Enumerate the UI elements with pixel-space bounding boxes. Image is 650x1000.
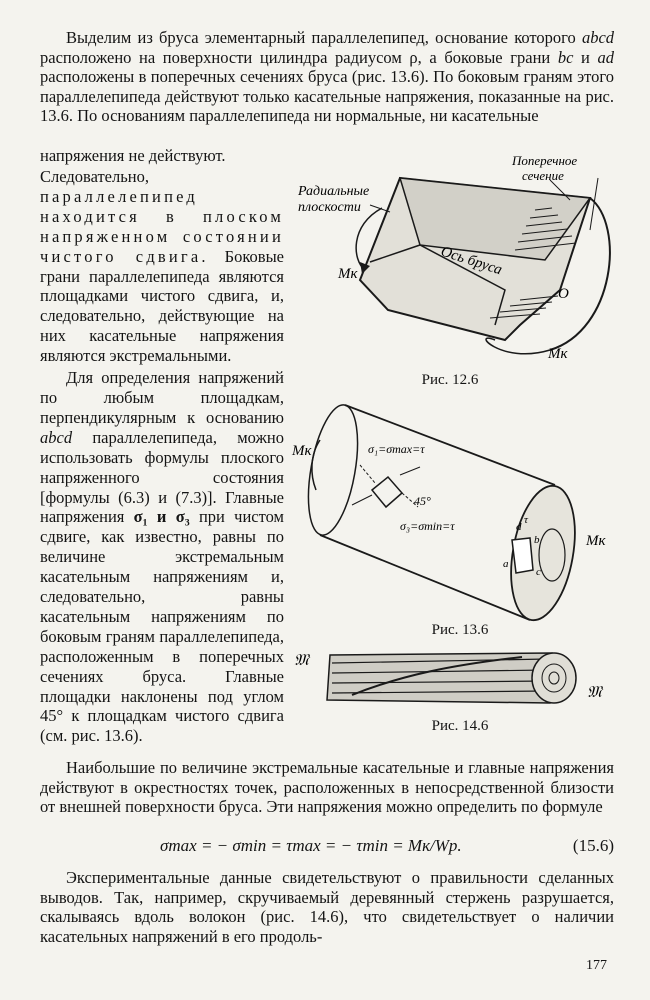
label-section-1: Поперечное (512, 153, 578, 168)
figure-14-6 (292, 645, 610, 710)
label-mk-2: Mк (548, 346, 568, 362)
caption-14-6: Рис. 14.6 (431, 718, 489, 734)
bottom-paragraph-2: Экспериментальные данные свидетельствуют о правильности сделанных выводов. Так, например, скручиваемый деревянный стержень разрушается, скалываясь вдоль волокон (рис. 14.6), что свидетельствует о наличии касательных напряжений в его продоль- (40, 868, 614, 946)
figure-12-6 (290, 150, 620, 370)
label-section-2: сечение (522, 168, 564, 183)
element-abcd (512, 538, 533, 573)
label-sigma1: σ₁=σmax=τ (368, 442, 425, 456)
label-m-left: 𝔐 (294, 652, 309, 669)
principal-element (372, 477, 402, 507)
paragraph-intro: Выделим из бруса элементарный параллелепипед, основание которого abcd расположено на поверхности цилиндра радиусом ρ, а боковые грани bc и ad расположены в поперечных сечениях бруса (рис. 13.6). По боковым граням этого параллелепипеда действуют только касательные напряжения, показанные на рис. 13.6. По основаниям параллелепипеда ни нормальные, ни касательные (40, 28, 615, 126)
label-tau: τ (524, 514, 528, 526)
formula-15-6 (40, 836, 614, 862)
page-number: 177 (586, 958, 607, 973)
label-o: O (558, 286, 569, 302)
label-mk: Mк (338, 266, 358, 282)
formula-number: (15.6) (572, 836, 614, 855)
top-paragraph (40, 28, 614, 126)
rod-end (532, 653, 576, 703)
formula-text: σmax = − σmin = τmax = − τmin = Mк/Wp. (160, 836, 462, 855)
label-c: c (536, 566, 541, 578)
label-d: d (516, 521, 522, 533)
caption-13-6: Рис. 13.6 (431, 622, 489, 638)
caption-12-6: Рис. 12.6 (421, 372, 479, 388)
label-radial-2: плоскости (298, 200, 361, 215)
bottom-paragraph: Наибольшие по величине экстремальные касательные и главные напряжения действуют в окрестностях точек, расположенных в непосредственной близости от внешней поверхности бруса. Эти напряжения можно определить по формуле (40, 758, 614, 817)
label-mk-left: Mк (292, 443, 312, 459)
figure-13-6 (290, 395, 620, 625)
left-paragraph-2: Для определения напряжений по любым площадкам, перпендикулярным к основанию abcd параллелепипеда, можно использовать формулы плоского напряженного состояния [формулы (6.3) и (7.3)]. Главные напряжения σ₁ и σ₃ при чистом сдвиге, как известно, равны по величине экстремальным касательным напряжениям и, следовательно, равны касательным напряжениям по боковым граням параллелепипеда, расположенным в поперечных сечениях бруса. Главные площадки наклонены под углом 45° к площадкам чистого сдвига (см. рис. 13.6). (40, 368, 284, 746)
label-m-right: 𝔐 (587, 684, 602, 701)
moment-arrow-right (486, 338, 550, 354)
left-column (40, 167, 284, 746)
label-a: a (503, 558, 509, 570)
top-paragraph-end: напряжения не действуют. (40, 146, 226, 165)
left-paragraph-1: Следовательно, параллелепипед находится в плоском напряженном состоянии чистого сдвига. Боковые грани параллелепипеда являются площадками чистого сдвига, и, следовательно, действующие на них касательные напряжения являются экстремальными. (40, 167, 284, 366)
label-angle: 45° (414, 494, 431, 508)
cylinder-near-end (300, 401, 366, 539)
label-sigma3: σ₃=σmin=τ (400, 519, 455, 533)
label-radial-1: Радиальные (298, 184, 370, 199)
label-b: b (534, 534, 540, 546)
label-axis: Ось бруса (438, 243, 504, 279)
label-mk-right: Mк (586, 533, 606, 549)
